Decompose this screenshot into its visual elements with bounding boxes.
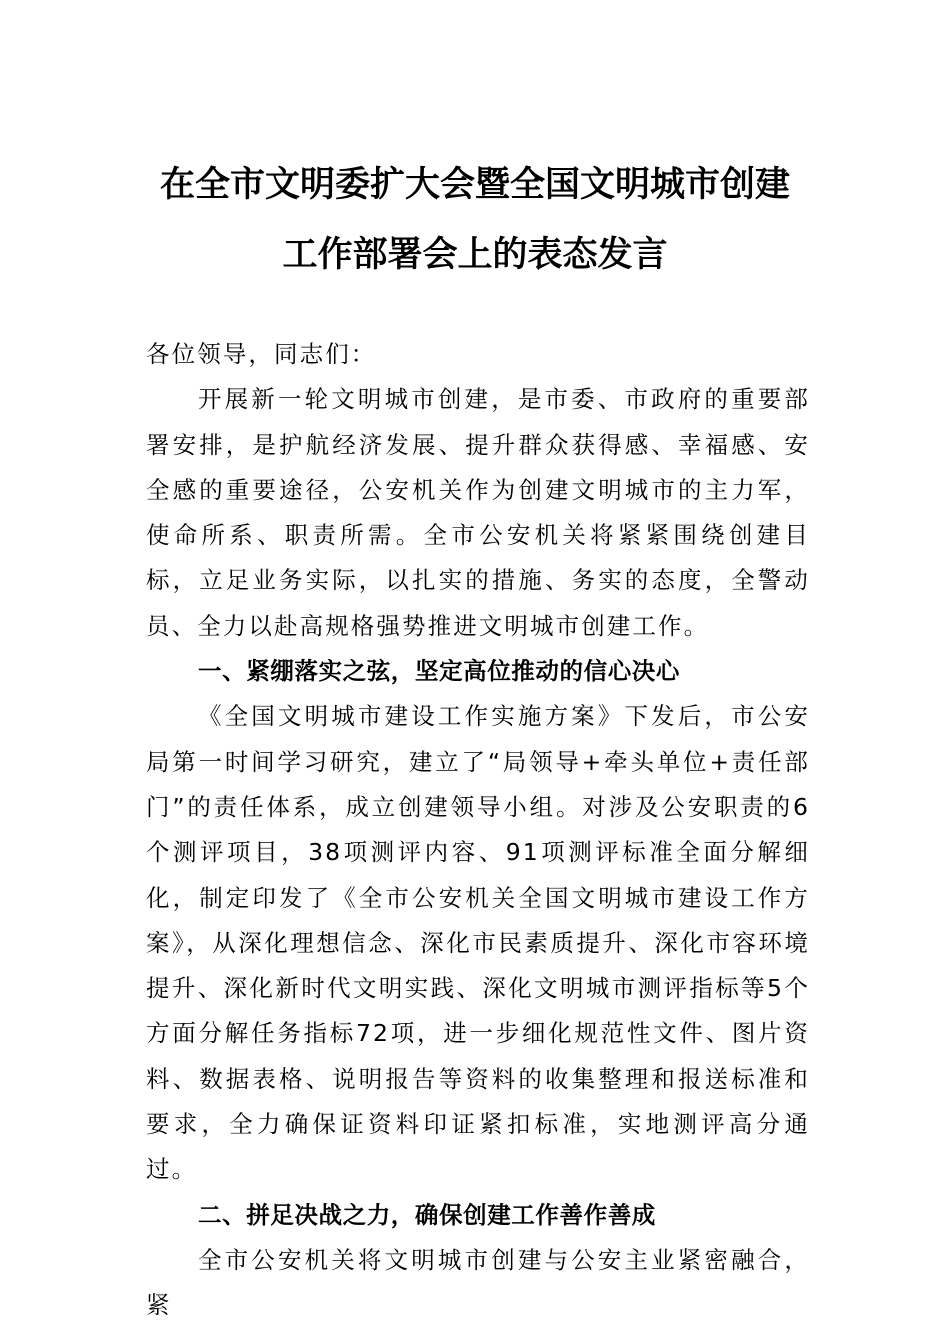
paragraph-section-2: 全市公安机关将文明城市创建与公安主业紧密融合，紧 — [146, 1245, 810, 1320]
greeting: 各位领导，同志们： — [146, 340, 377, 368]
paragraph-section-1: 《全国文明城市建设工作实施方案》下发后，市公安局第一时间学习研究，建立了“局领导+牵头单位+责任部门”的责任体系，成立创建领导小组。对涉及公安职责的6个测评项目，38项测评内容、91项测评标准全面分解细化，制定印发了《全市公安机关全国文明城市建设工作方案》，从深化理想信念、深化市民素质提升、深化市容环境提升、深化新时代文明实践、深化文明城市测评指标等5个方面分解任务指标72项，进一步细化规范性文件、图片资料、数据表格、说明报告等资料的收集整理和报送标准和要求，全力确保证资料印证紧扣标准，实地测评高分通过。 — [146, 702, 810, 1184]
section-heading-2: 二、拼足决战之力，确保创建工作善作善成 — [198, 1200, 656, 1229]
paragraph-intro: 开展新一轮文明城市创建，是市委、市政府的重要部署安排，是护航经济发展、提升群众获得感、幸福感、安全感的重要途径，公安机关作为创建文明城市的主力军，使命所系、职责所需。全市公安机关将紧紧围绕创建目标，立足业务实际，以扎实的措施、务实的态度，全警动员、全力以赴高规格强势推进文明城市创建工作。 — [146, 385, 810, 640]
document-body — [146, 332, 810, 1329]
document-title-line-2: 工作部署会上的表态发言 — [282, 234, 668, 275]
document-title-line-1: 在全市文明委扩大会暨全国文明城市创建 — [159, 164, 790, 205]
section-heading-1: 一、紧绷落实之弦，坚定高位推动的信心决心 — [198, 657, 680, 686]
